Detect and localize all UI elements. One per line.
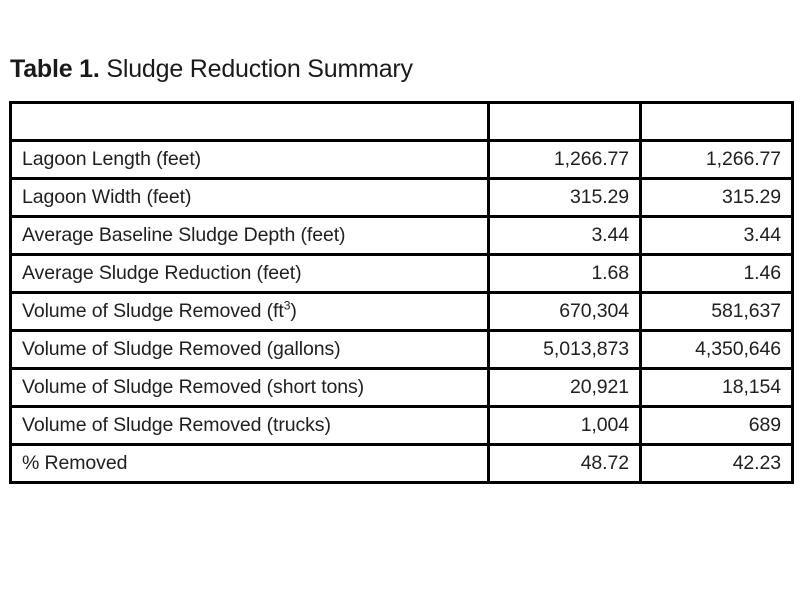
table-row (11, 407, 793, 445)
table-caption (10, 54, 413, 84)
cell-parameter: Average Sludge Reduction (feet) (11, 255, 489, 293)
table-header-row (11, 103, 793, 141)
cell-pond-1a: 315.29 (489, 179, 641, 217)
cell-pond-1b: 42.23 (641, 445, 793, 483)
cell-pond-1b: 315.29 (641, 179, 793, 217)
cell-pond-1a: 1,004 (489, 407, 641, 445)
table-caption-label: Table 1. (10, 55, 100, 83)
cell-parameter: Volume of Sludge Removed (trucks) (11, 407, 489, 445)
table-row (11, 331, 793, 369)
column-header-parameter: Parameter (Unit) (11, 103, 489, 141)
cell-pond-1a: 5,013,873 (489, 331, 641, 369)
cell-pond-1a: 20,921 (489, 369, 641, 407)
cell-parameter: Lagoon Width (feet) (11, 179, 489, 217)
cell-pond-1a: 1.68 (489, 255, 641, 293)
table-body (11, 141, 793, 483)
table-row (11, 369, 793, 407)
cell-parameter: Volume of Sludge Removed $(ft^3)$ (11, 293, 489, 331)
cell-pond-1b: 581,637 (641, 293, 793, 331)
cell-pond-1b: 1,266.77 (641, 141, 793, 179)
table-row (11, 217, 793, 255)
cell-parameter: Average Baseline Sludge Depth (feet) (11, 217, 489, 255)
cell-parameter: Volume of Sludge Removed (gallons) (11, 331, 489, 369)
cell-pond-1b: 18,154 (641, 369, 793, 407)
cell-pond-1a: 670,304 (489, 293, 641, 331)
table-row (11, 445, 793, 483)
sludge-reduction-table (9, 101, 794, 484)
cell-pond-1b: 4,350,646 (641, 331, 793, 369)
column-header-pond-1a: Pond 1A (489, 103, 641, 141)
table-row (11, 141, 793, 179)
cell-pond-1a: 48.72 (489, 445, 641, 483)
cell-pond-1b: 3.44 (641, 217, 793, 255)
table-container (9, 101, 791, 484)
table-caption-text: Sludge Reduction Summary (106, 55, 413, 83)
table-row (11, 293, 793, 331)
cell-pond-1a: 1,266.77 (489, 141, 641, 179)
table-header (11, 103, 793, 141)
cell-pond-1a: 3.44 (489, 217, 641, 255)
cell-parameter: Volume of Sludge Removed (short tons) (11, 369, 489, 407)
cell-pond-1b: 1.46 (641, 255, 793, 293)
cell-pond-1b: 689 (641, 407, 793, 445)
column-header-pond-1b: Pond 1B (641, 103, 793, 141)
table-row (11, 179, 793, 217)
cell-parameter: Lagoon Length (feet) (11, 141, 489, 179)
cell-parameter: % Removed (11, 445, 489, 483)
table-row (11, 255, 793, 293)
